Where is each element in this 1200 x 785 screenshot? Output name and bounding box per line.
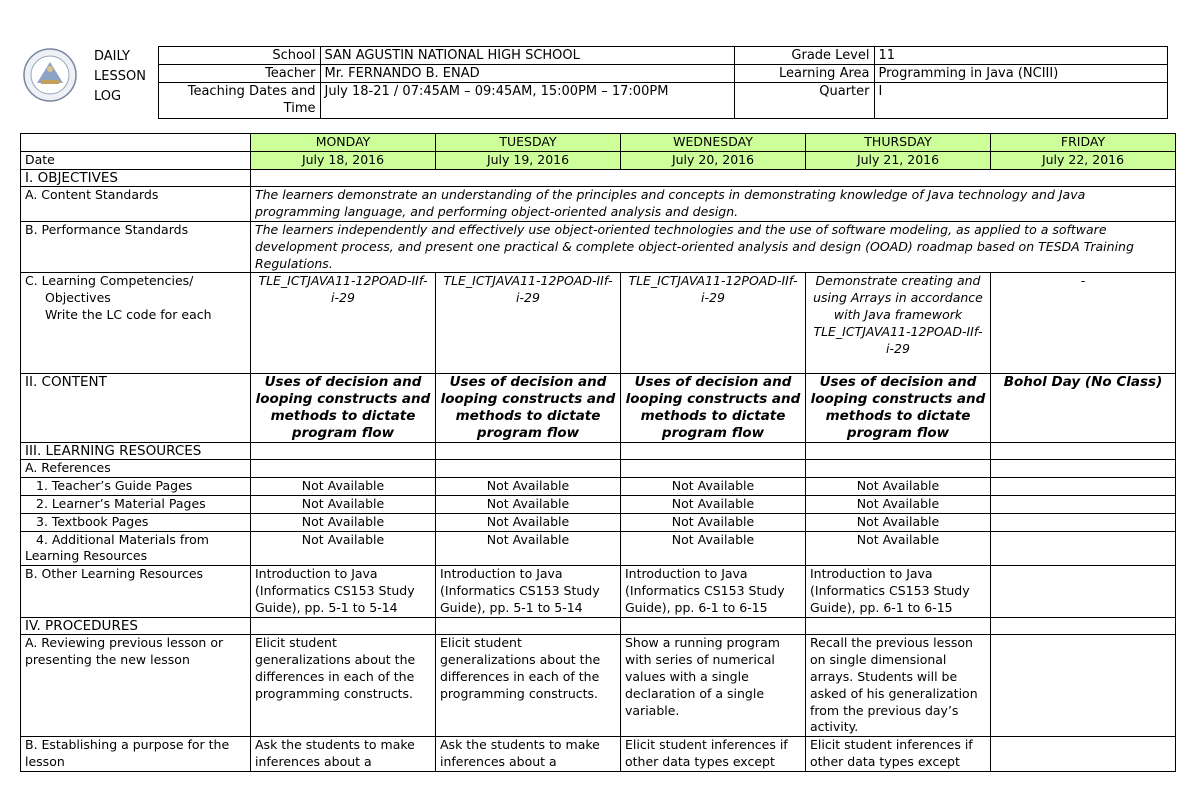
blank-cell (991, 478, 1176, 496)
blank-cell (436, 442, 621, 460)
blank-cell (251, 617, 436, 635)
row-label: 3. Textbook Pages (21, 513, 251, 531)
dates-value: July 18-21 / 07:45AM – 09:45AM, 15:00PM – 17:00PM (320, 83, 734, 119)
not-available-cell: Not Available (436, 513, 621, 531)
not-available-cell: Not Available (436, 495, 621, 513)
procedure-cell: Ask the students to make inferences about a (251, 737, 436, 772)
content-cell: Uses of decision and looping constructs and methods to dictate program flow (806, 374, 991, 442)
teacher-label: Teacher (158, 65, 320, 83)
procedures-row (21, 617, 1176, 635)
not-available-cell: Not Available (806, 478, 991, 496)
resource-cell: Introduction to Java (Informatics CS153 Study Guide), pp. 6-1 to 6-15 (621, 566, 806, 617)
competency-cell: TLE_ICTJAVA11-12POAD-IIf-i-29 (251, 273, 436, 374)
performance-standards-text: The learners independently and effectively use object-oriented technologies and the use of software modeling, as applied to a software development process, and present one practical & complete object-oriented analysis and design (OOAD) roadmap based on TESDA Training Regulations. (251, 221, 1176, 272)
section-heading: IV. PROCEDURES (21, 617, 251, 635)
blank-cell (991, 460, 1176, 478)
content-cell: Uses of decision and looping constructs and methods to dictate program flow (621, 374, 806, 442)
not-available-cell: Not Available (251, 495, 436, 513)
not-available-cell: Not Available (436, 531, 621, 566)
not-available-cell: Not Available (621, 513, 806, 531)
day-date: July 19, 2016 (436, 151, 621, 169)
resource-cell: Introduction to Java (Informatics CS153 Study Guide), pp. 6-1 to 6-15 (806, 566, 991, 617)
school-value: SAN AGUSTIN NATIONAL HIGH SCHOOL (320, 47, 734, 65)
content-row (21, 374, 1176, 442)
row-label (21, 273, 251, 374)
textbook-row (21, 513, 1176, 531)
section-heading: III. LEARNING RESOURCES (21, 442, 251, 460)
section-heading: I. OBJECTIVES (21, 169, 251, 187)
not-available-cell: Not Available (806, 513, 991, 531)
content-cell: Uses of decision and looping constructs and methods to dictate program flow (436, 374, 621, 442)
procedure-cell: Elicit student generalizations about the differences in each of the programming constructs. (251, 635, 436, 737)
competencies-label-2: Objectives (45, 290, 111, 306)
row-label: 4. Additional Materials from Learning Resources (21, 531, 251, 566)
header-table (20, 46, 1168, 119)
school-seal (20, 47, 88, 119)
blank-cell (251, 442, 436, 460)
row-label: A. Reviewing previous lesson or presenting the new lesson (21, 635, 251, 737)
procedure-cell: Elicit student inferences if other data types except (806, 737, 991, 772)
school-seal-icon (20, 47, 80, 111)
competencies-label-1: C. Learning Competencies/ (25, 273, 194, 289)
day-name: TUESDAY (436, 134, 621, 152)
procedure-a-row (21, 635, 1176, 737)
competency-cell: TLE_ICTJAVA11-12POAD-IIf-i-29 (436, 273, 621, 374)
day-names-row (21, 134, 1176, 152)
dll-label: DAILY LESSON LOG (94, 48, 146, 104)
date-row (21, 151, 1176, 169)
content-standards-row (21, 187, 1176, 222)
blank-cell (806, 460, 991, 478)
references-row (21, 460, 1176, 478)
day-name: WEDNESDAY (621, 134, 806, 152)
competencies-row (21, 273, 1176, 374)
grade-label: Grade Level (734, 47, 874, 65)
quarter-value: I (874, 83, 1167, 119)
blank-cell (436, 460, 621, 478)
blank-cell (991, 495, 1176, 513)
blank-cell (251, 169, 1176, 187)
blank-cell (991, 617, 1176, 635)
not-available-cell: Not Available (806, 495, 991, 513)
blank-cell (621, 617, 806, 635)
day-date: July 20, 2016 (621, 151, 806, 169)
section-heading: II. CONTENT (21, 374, 251, 442)
date-label: Date (21, 151, 251, 169)
procedure-b-row (21, 737, 1176, 772)
procedure-cell: Recall the previous lesson on single dimensional arrays. Students will be asked of his generalization from the previous day’s activity. (806, 635, 991, 737)
procedure-cell: Elicit student generalizations about the differences in each of the programming constructs. (436, 635, 621, 737)
not-available-cell: Not Available (621, 495, 806, 513)
lesson-log-table (20, 133, 1176, 772)
competencies-label-3: Write the LC code for each (45, 306, 212, 322)
not-available-cell: Not Available (251, 513, 436, 531)
blank-cell (991, 442, 1176, 460)
area-label: Learning Area (734, 65, 874, 83)
not-available-cell: Not Available (621, 531, 806, 566)
blank-cell (621, 460, 806, 478)
blank-cell (806, 617, 991, 635)
resource-cell: Introduction to Java (Informatics CS153 Study Guide), pp. 5-1 to 5-14 (436, 566, 621, 617)
area-value: Programming in Java (NCIII) (874, 65, 1167, 83)
not-available-cell: Not Available (251, 478, 436, 496)
dll-title (88, 47, 158, 119)
day-date: July 18, 2016 (251, 151, 436, 169)
day-name: MONDAY (251, 134, 436, 152)
procedure-cell: Elicit student inferences if other data types except (621, 737, 806, 772)
not-available-cell: Not Available (806, 531, 991, 566)
content-standards-text: The learners demonstrate an understanding of the principles and concepts in demonstrating knowledge of Java technology and Java programming language, and performing object-oriented analysis and design. (251, 187, 1176, 222)
objectives-row (21, 169, 1176, 187)
competency-cell: Demonstrate creating and using Arrays in accordance with Java framework TLE_ICTJAVA11-12POAD-IIf-i-29 (806, 273, 991, 374)
row-label: A. Content Standards (21, 187, 251, 222)
procedure-cell: Ask the students to make inferences about a (436, 737, 621, 772)
grade-value: 11 (874, 47, 1167, 65)
dates-label: Teaching Dates and Time (158, 83, 320, 119)
school-label: School (158, 47, 320, 65)
not-available-cell: Not Available (621, 478, 806, 496)
not-available-cell: Not Available (436, 478, 621, 496)
competency-cell: TLE_ICTJAVA11-12POAD-IIf-i-29 (621, 273, 806, 374)
row-label: B. Other Learning Resources (21, 566, 251, 617)
row-label: B. Performance Standards (21, 221, 251, 272)
performance-standards-row (21, 221, 1176, 272)
day-name: FRIDAY (991, 134, 1176, 152)
row-label: 1. Teacher’s Guide Pages (21, 478, 251, 496)
teacher-value: Mr. FERNANDO B. ENAD (320, 65, 734, 83)
blank-cell (806, 442, 991, 460)
resource-cell (991, 566, 1176, 617)
procedure-cell (991, 737, 1176, 772)
day-date: July 22, 2016 (991, 151, 1176, 169)
not-available-cell: Not Available (251, 531, 436, 566)
blank-cell (251, 460, 436, 478)
row-label: A. References (21, 460, 251, 478)
blank-cell (436, 617, 621, 635)
procedure-cell (991, 635, 1176, 737)
blank-cell (991, 531, 1176, 566)
day-date: July 21, 2016 (806, 151, 991, 169)
lm-row (21, 495, 1176, 513)
tg-row (21, 478, 1176, 496)
blank-cell (991, 513, 1176, 531)
additional-row (21, 531, 1176, 566)
content-cell: Uses of decision and looping constructs and methods to dictate program flow (251, 374, 436, 442)
competency-cell: - (991, 273, 1176, 374)
resources-row (21, 442, 1176, 460)
quarter-label: Quarter (734, 83, 874, 119)
row-label: 2. Learner’s Material Pages (21, 495, 251, 513)
blank-cell (21, 134, 251, 152)
other-resources-row (21, 566, 1176, 617)
day-name: THURSDAY (806, 134, 991, 152)
blank-cell (621, 442, 806, 460)
content-cell: Bohol Day (No Class) (991, 374, 1176, 442)
resource-cell: Introduction to Java (Informatics CS153 Study Guide), pp. 5-1 to 5-14 (251, 566, 436, 617)
procedure-cell: Show a running program with series of numerical values with a single declaration of a single variable. (621, 635, 806, 737)
row-label: B. Establishing a purpose for the lesson (21, 737, 251, 772)
